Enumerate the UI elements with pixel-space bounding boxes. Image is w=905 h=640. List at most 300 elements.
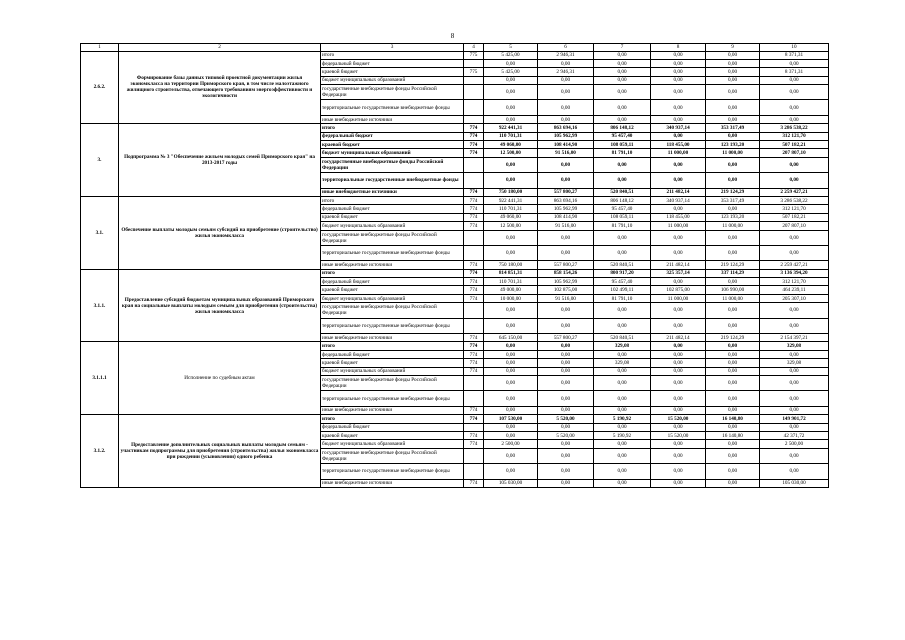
- amount-cell: 0,00: [706, 173, 760, 188]
- amount-cell: 2 154 397,21: [760, 334, 829, 342]
- amount-cell: 0,00: [760, 406, 829, 414]
- funding-source: государственные внебюджетные фонды Российской Федерации: [321, 157, 464, 172]
- item-code: 3.1.1.1: [81, 342, 119, 415]
- amount-cell: 0,00: [538, 350, 594, 358]
- amount-cell: 329,08: [760, 342, 829, 350]
- amount-cell: 105 962,99: [538, 132, 594, 140]
- amount-cell: 340 937,14: [651, 196, 706, 204]
- ministry-code: 774: [464, 269, 484, 277]
- amount-cell: 0,00: [651, 51, 706, 59]
- amount-cell: 11 000,00: [651, 294, 706, 302]
- amount-cell: 5 190,92: [594, 431, 651, 439]
- amount-cell: 49 060,00: [484, 141, 538, 149]
- amount-cell: 922 441,31: [484, 196, 538, 204]
- ministry-code: [464, 448, 484, 463]
- amount-cell: 464 239,11: [760, 286, 829, 294]
- amount-cell: 863 694,16: [538, 124, 594, 132]
- budget-table-body: [81, 44, 829, 488]
- amount-cell: 0,00: [484, 303, 538, 318]
- amount-cell: 0,00: [594, 376, 651, 391]
- amount-cell: 0,00: [484, 406, 538, 414]
- amount-cell: 0,00: [594, 230, 651, 245]
- amount-cell: 49 000,00: [484, 286, 538, 294]
- budget-table: [80, 43, 829, 488]
- amount-cell: 0,00: [538, 367, 594, 375]
- column-number: 9: [706, 44, 760, 52]
- column-number: 4: [464, 44, 484, 52]
- amount-cell: 0,00: [484, 318, 538, 333]
- amount-cell: 219 124,29: [706, 188, 760, 196]
- amount-cell: 507 182,21: [760, 213, 829, 221]
- amount-cell: 0,00: [760, 245, 829, 260]
- funding-source: краевой бюджет: [321, 359, 464, 367]
- amount-cell: 0,00: [706, 51, 760, 59]
- amount-cell: 211 482,14: [651, 261, 706, 269]
- amount-cell: 0,00: [538, 245, 594, 260]
- funding-source: иные внебюджетные источники: [321, 334, 464, 342]
- funding-source: бюджет муниципальных образований: [321, 222, 464, 230]
- ministry-code: [464, 376, 484, 391]
- amount-cell: 0,00: [594, 68, 651, 76]
- amount-cell: 0,00: [538, 479, 594, 487]
- amount-cell: 0,00: [651, 85, 706, 100]
- amount-cell: 0,00: [538, 391, 594, 406]
- amount-cell: 0,00: [484, 423, 538, 431]
- item-title: Предоставление субсидий бюджетам муниципальных образований Приморского края на социальные выплаты молодым семьям для приобретения (строительства) жилья экономкласса: [119, 269, 321, 342]
- amount-cell: 102 875,00: [651, 286, 706, 294]
- amount-cell: 11 000,00: [706, 294, 760, 302]
- ministry-code: 774: [464, 149, 484, 157]
- amount-cell: 91 516,00: [538, 294, 594, 302]
- amount-cell: 520 840,51: [594, 261, 651, 269]
- amount-cell: 0,00: [538, 318, 594, 333]
- ministry-code: [464, 85, 484, 100]
- amount-cell: 0,00: [484, 85, 538, 100]
- funding-source: иные внебюджетные источники: [321, 406, 464, 414]
- ministry-code: 774: [464, 431, 484, 439]
- funding-source: территориальные государственные внебюджетные фонды: [321, 391, 464, 406]
- amount-cell: 353 317,49: [706, 196, 760, 204]
- funding-source: краевой бюджет: [321, 286, 464, 294]
- amount-cell: 211 482,14: [651, 188, 706, 196]
- amount-cell: 5 520,00: [538, 431, 594, 439]
- amount-cell: 0,00: [538, 230, 594, 245]
- amount-cell: 0,00: [484, 464, 538, 479]
- amount-cell: 2 946,31: [538, 68, 594, 76]
- ministry-code: 774: [464, 278, 484, 286]
- amount-cell: 0,00: [706, 132, 760, 140]
- ministry-code: 774: [464, 415, 484, 423]
- item-code: 3.1.1.: [81, 269, 119, 342]
- amount-cell: 0,00: [760, 100, 829, 115]
- ministry-code: 774: [464, 213, 484, 221]
- ministry-code: 774: [464, 205, 484, 213]
- amount-cell: 16 140,80: [706, 415, 760, 423]
- funding-source: бюджет муниципальных образований: [321, 440, 464, 448]
- amount-cell: 0,00: [651, 68, 706, 76]
- ministry-code: [464, 76, 484, 84]
- ministry-code: 774: [464, 222, 484, 230]
- funding-source: итого: [321, 269, 464, 277]
- amount-cell: 0,00: [651, 157, 706, 172]
- funding-source: федеральный бюджет: [321, 423, 464, 431]
- amount-cell: 0,00: [594, 245, 651, 260]
- amount-cell: 105 030,00: [484, 479, 538, 487]
- funding-source: территориальные государственные внебюджетные фонды: [321, 173, 464, 188]
- amount-cell: 750 180,00: [484, 261, 538, 269]
- amount-cell: 0,00: [760, 448, 829, 463]
- amount-cell: 0,00: [538, 303, 594, 318]
- amount-cell: 507 182,21: [760, 141, 829, 149]
- funding-source: бюджет муниципальных образований: [321, 76, 464, 84]
- amount-cell: 0,00: [760, 85, 829, 100]
- amount-cell: 105 962,99: [538, 205, 594, 213]
- funding-source: итого: [321, 51, 464, 59]
- amount-cell: 0,00: [706, 278, 760, 286]
- amount-cell: 0,00: [538, 100, 594, 115]
- amount-cell: 0,00: [484, 157, 538, 172]
- amount-cell: 11 000,00: [706, 222, 760, 230]
- ministry-code: 774: [464, 367, 484, 375]
- amount-cell: 108 414,90: [538, 213, 594, 221]
- amount-cell: 0,00: [594, 157, 651, 172]
- amount-cell: 11 000,00: [651, 222, 706, 230]
- column-number: 2: [119, 44, 321, 52]
- amount-cell: 0,00: [484, 350, 538, 358]
- funding-source: краевой бюджет: [321, 68, 464, 76]
- ministry-code: [464, 115, 484, 123]
- table-row: [81, 342, 829, 350]
- funding-source: краевой бюджет: [321, 213, 464, 221]
- funding-source: государственные внебюджетные фонды Российской Федерации: [321, 448, 464, 463]
- item-code: 3.1.2.: [81, 415, 119, 488]
- amount-cell: 5 190,92: [594, 415, 651, 423]
- ministry-code: 774: [464, 141, 484, 149]
- ministry-code: 774: [464, 350, 484, 358]
- column-number: 8: [651, 44, 706, 52]
- amount-cell: 207 807,10: [760, 222, 829, 230]
- amount-cell: 0,00: [706, 406, 760, 414]
- funding-source: территориальные государственные внебюджетные фонды: [321, 464, 464, 479]
- amount-cell: 5 425,00: [484, 51, 538, 59]
- funding-source: федеральный бюджет: [321, 59, 464, 67]
- amount-cell: 108 059,11: [594, 141, 651, 149]
- amount-cell: 211 482,14: [651, 334, 706, 342]
- amount-cell: 0,00: [706, 100, 760, 115]
- amount-cell: 750 180,00: [484, 188, 538, 196]
- amount-cell: 0,00: [760, 423, 829, 431]
- item-title: Обеспечение выплаты молодым семьям субсидий на приобретение (строительство) жилья экономкласса: [119, 196, 321, 269]
- amount-cell: 0,00: [706, 342, 760, 350]
- ministry-code: [464, 245, 484, 260]
- amount-cell: 0,00: [484, 391, 538, 406]
- amount-cell: 91 516,00: [538, 149, 594, 157]
- ministry-code: [464, 59, 484, 67]
- amount-cell: 0,00: [760, 115, 829, 123]
- amount-cell: 95 457,40: [594, 205, 651, 213]
- ministry-code: 774: [464, 294, 484, 302]
- amount-cell: 2 259 427,21: [760, 261, 829, 269]
- amount-cell: 207 807,10: [760, 149, 829, 157]
- amount-cell: 858 154,26: [538, 269, 594, 277]
- amount-cell: 15 520,00: [651, 415, 706, 423]
- funding-source: государственные внебюджетные фонды Российской Федерации: [321, 376, 464, 391]
- amount-cell: 0,00: [594, 51, 651, 59]
- ministry-code: [464, 423, 484, 431]
- ministry-code: [464, 173, 484, 188]
- amount-cell: 0,00: [651, 173, 706, 188]
- amount-cell: 11 000,00: [651, 149, 706, 157]
- amount-cell: 806 148,12: [594, 196, 651, 204]
- amount-cell: 2 500,00: [760, 440, 829, 448]
- amount-cell: 329,08: [594, 342, 651, 350]
- amount-cell: 0,00: [594, 406, 651, 414]
- amount-cell: 10 000,00: [484, 294, 538, 302]
- amount-cell: 107 530,00: [484, 415, 538, 423]
- amount-cell: 0,00: [484, 76, 538, 84]
- item-code: 3.1.: [81, 196, 119, 269]
- amount-cell: 0,00: [594, 115, 651, 123]
- amount-cell: 0,00: [706, 115, 760, 123]
- amount-cell: 2 259 427,21: [760, 188, 829, 196]
- amount-cell: 12 500,00: [484, 222, 538, 230]
- funding-source: территориальные государственные внебюджетные фонды: [321, 245, 464, 260]
- table-row: [81, 269, 829, 277]
- amount-cell: 0,00: [594, 367, 651, 375]
- amount-cell: 0,00: [706, 367, 760, 375]
- amount-cell: 0,00: [538, 85, 594, 100]
- amount-cell: 0,00: [594, 76, 651, 84]
- amount-cell: 0,00: [706, 59, 760, 67]
- amount-cell: 0,00: [594, 173, 651, 188]
- amount-cell: 0,00: [538, 406, 594, 414]
- amount-cell: 0,00: [594, 59, 651, 67]
- amount-cell: 12 500,00: [484, 149, 538, 157]
- amount-cell: 42 371,72: [760, 431, 829, 439]
- amount-cell: 0,00: [594, 350, 651, 358]
- ministry-code: [464, 100, 484, 115]
- amount-cell: 8 371,31: [760, 68, 829, 76]
- amount-cell: 0,00: [538, 173, 594, 188]
- amount-cell: 0,00: [538, 464, 594, 479]
- amount-cell: 3 136 394,20: [760, 269, 829, 277]
- amount-cell: 149 901,72: [760, 415, 829, 423]
- amount-cell: 0,00: [594, 85, 651, 100]
- funding-source: иные внебюджетные источники: [321, 479, 464, 487]
- amount-cell: 81 791,10: [594, 222, 651, 230]
- amount-cell: 0,00: [651, 245, 706, 260]
- amount-cell: 123 193,20: [706, 141, 760, 149]
- amount-cell: 0,00: [484, 245, 538, 260]
- amount-cell: 0,00: [484, 431, 538, 439]
- column-number: 7: [594, 44, 651, 52]
- amount-cell: 0,00: [484, 115, 538, 123]
- amount-cell: 0,00: [706, 448, 760, 463]
- funding-source: территориальные государственные внебюджетные фонды: [321, 318, 464, 333]
- amount-cell: 0,00: [760, 464, 829, 479]
- funding-source: федеральный бюджет: [321, 132, 464, 140]
- funding-source: итого: [321, 342, 464, 350]
- funding-source: государственные внебюджетные фонды Российской Федерации: [321, 85, 464, 100]
- amount-cell: 340 937,14: [651, 124, 706, 132]
- amount-cell: 520 840,51: [594, 188, 651, 196]
- amount-cell: 91 516,00: [538, 222, 594, 230]
- amount-cell: 0,00: [538, 440, 594, 448]
- amount-cell: 0,00: [538, 448, 594, 463]
- amount-cell: 0,00: [538, 59, 594, 67]
- amount-cell: 102 499,11: [594, 286, 651, 294]
- amount-cell: 5 425,00: [484, 68, 538, 76]
- item-title: Формирование базы данных типовой проектной документации жилья экономкласса на территории Приморского края, в том числе малоэтажного жилищного строительства, отвечающего требованиям энергоэффективности и экологичности: [119, 51, 321, 124]
- amount-cell: 106 990,00: [706, 286, 760, 294]
- amount-cell: 0,00: [706, 359, 760, 367]
- amount-cell: 0,00: [538, 115, 594, 123]
- amount-cell: 312 121,70: [760, 278, 829, 286]
- amount-cell: 0,00: [651, 359, 706, 367]
- item-code: 3.: [81, 124, 119, 197]
- amount-cell: 0,00: [538, 157, 594, 172]
- amount-cell: 325 357,14: [651, 269, 706, 277]
- funding-source: бюджет муниципальных образований: [321, 149, 464, 157]
- amount-cell: 0,00: [484, 359, 538, 367]
- funding-source: краевой бюджет: [321, 431, 464, 439]
- ministry-code: 774: [464, 334, 484, 342]
- amount-cell: 0,00: [706, 350, 760, 358]
- table-row: [81, 124, 829, 132]
- item-code: 2.6.2.: [81, 51, 119, 124]
- amount-cell: 0,00: [651, 448, 706, 463]
- table-row: [81, 51, 829, 59]
- amount-cell: 337 114,29: [706, 269, 760, 277]
- amount-cell: 102 875,00: [538, 286, 594, 294]
- amount-cell: 0,00: [760, 391, 829, 406]
- amount-cell: 0,00: [760, 318, 829, 333]
- amount-cell: 0,00: [651, 318, 706, 333]
- amount-cell: 118 455,00: [651, 213, 706, 221]
- amount-cell: 0,00: [538, 423, 594, 431]
- amount-cell: 0,00: [760, 157, 829, 172]
- ministry-code: [464, 157, 484, 172]
- amount-cell: 0,00: [594, 479, 651, 487]
- amount-cell: 0,00: [651, 230, 706, 245]
- ministry-code: [464, 318, 484, 333]
- amount-cell: 0,00: [484, 376, 538, 391]
- amount-cell: 0,00: [651, 303, 706, 318]
- amount-cell: 123 193,20: [706, 213, 760, 221]
- amount-cell: 0,00: [594, 318, 651, 333]
- amount-cell: 0,00: [484, 59, 538, 67]
- amount-cell: 0,00: [594, 448, 651, 463]
- amount-cell: 0,00: [484, 342, 538, 350]
- amount-cell: 520 840,51: [594, 334, 651, 342]
- ministry-code: 775: [464, 51, 484, 59]
- amount-cell: 0,00: [706, 157, 760, 172]
- amount-cell: 0,00: [760, 173, 829, 188]
- amount-cell: 557 800,27: [538, 334, 594, 342]
- amount-cell: 95 457,40: [594, 132, 651, 140]
- funding-source: государственные внебюджетные фонды Российской Федерации: [321, 303, 464, 318]
- amount-cell: 0,00: [651, 115, 706, 123]
- amount-cell: 0,00: [594, 440, 651, 448]
- amount-cell: 0,00: [651, 367, 706, 375]
- amount-cell: 312 121,70: [760, 132, 829, 140]
- amount-cell: 0,00: [706, 85, 760, 100]
- amount-cell: 800 917,20: [594, 269, 651, 277]
- page-number: 8: [450, 32, 455, 40]
- amount-cell: 0,00: [651, 76, 706, 84]
- amount-cell: 105 962,99: [538, 278, 594, 286]
- amount-cell: 0,00: [706, 376, 760, 391]
- amount-cell: 645 150,00: [484, 334, 538, 342]
- amount-cell: 0,00: [760, 367, 829, 375]
- amount-cell: 0,00: [651, 59, 706, 67]
- funding-source: итого: [321, 124, 464, 132]
- ministry-code: 774: [464, 479, 484, 487]
- amount-cell: 11 000,00: [706, 149, 760, 157]
- amount-cell: 0,00: [760, 230, 829, 245]
- amount-cell: 205 307,10: [760, 294, 829, 302]
- amount-cell: 110 701,31: [484, 278, 538, 286]
- amount-cell: 0,00: [651, 406, 706, 414]
- amount-cell: 49 060,00: [484, 213, 538, 221]
- table-row: [81, 415, 829, 423]
- amount-cell: 0,00: [484, 448, 538, 463]
- funding-source: федеральный бюджет: [321, 350, 464, 358]
- amount-cell: 0,00: [594, 464, 651, 479]
- column-number: 3: [321, 44, 464, 52]
- amount-cell: 2 500,00: [484, 440, 538, 448]
- amount-cell: 219 124,29: [706, 261, 760, 269]
- amount-cell: 0,00: [706, 440, 760, 448]
- ministry-code: 774: [464, 261, 484, 269]
- amount-cell: 219 124,29: [706, 334, 760, 342]
- amount-cell: 0,00: [651, 205, 706, 213]
- amount-cell: 0,00: [538, 359, 594, 367]
- ministry-code: [464, 303, 484, 318]
- amount-cell: 312 121,70: [760, 205, 829, 213]
- amount-cell: 81 791,10: [594, 149, 651, 157]
- item-title: Исполнение по судебным актам: [119, 342, 321, 415]
- funding-source: федеральный бюджет: [321, 278, 464, 286]
- amount-cell: 0,00: [706, 479, 760, 487]
- ministry-code: 774: [464, 286, 484, 294]
- amount-cell: 806 148,12: [594, 124, 651, 132]
- item-title: Предоставление дополнительных социальных выплаты молодым семьям - участникам подпрограммы для приобретения (строительства) жилья экономкласса при рождении (усыновлении) одного ребенка: [119, 415, 321, 488]
- funding-source: итого: [321, 415, 464, 423]
- ministry-code: 774: [464, 359, 484, 367]
- ministry-code: [464, 464, 484, 479]
- amount-cell: 0,00: [651, 464, 706, 479]
- amount-cell: 3 286 538,22: [760, 124, 829, 132]
- amount-cell: 0,00: [706, 245, 760, 260]
- amount-cell: 814 851,31: [484, 269, 538, 277]
- table-row: [81, 196, 829, 204]
- ministry-code: 774: [464, 132, 484, 140]
- amount-cell: 0,00: [706, 76, 760, 84]
- amount-cell: 0,00: [706, 205, 760, 213]
- funding-source: краевой бюджет: [321, 141, 464, 149]
- ministry-code: 774: [464, 124, 484, 132]
- amount-cell: 0,00: [651, 132, 706, 140]
- amount-cell: 118 455,00: [651, 141, 706, 149]
- amount-cell: 0,00: [484, 173, 538, 188]
- amount-cell: 2 946,31: [538, 51, 594, 59]
- amount-cell: 15 520,00: [651, 431, 706, 439]
- funding-source: иные внебюджетные источники: [321, 188, 464, 196]
- ministry-code: 774: [464, 440, 484, 448]
- ministry-code: 774: [464, 188, 484, 196]
- ministry-code: 774: [464, 196, 484, 204]
